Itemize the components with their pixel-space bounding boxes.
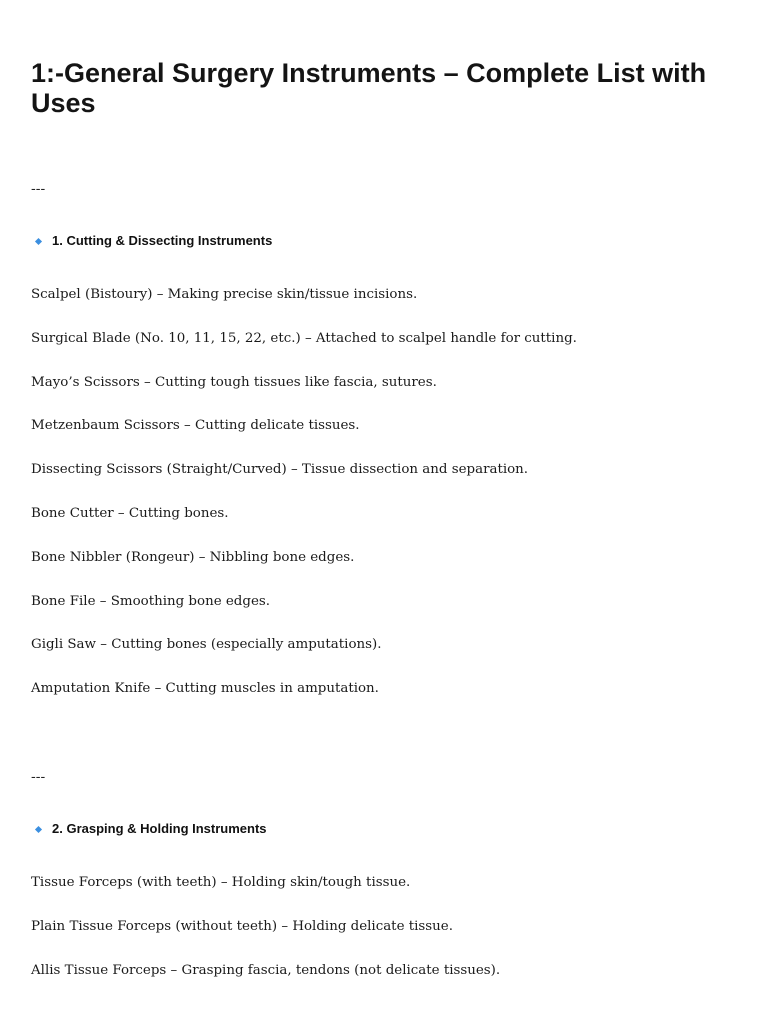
section-heading-label: 2. Grasping & Holding Instruments: [52, 821, 267, 836]
page-title: 1:-General Surgery Instruments – Complete List with Uses: [31, 58, 707, 118]
list-item: Amputation Knife – Cutting muscles in amputation.: [31, 681, 379, 696]
list-item: Metzenbaum Scissors – Cutting delicate tissues.: [31, 418, 360, 433]
section-heading-label: 1. Cutting & Dissecting Instruments: [52, 233, 273, 248]
list-item: Surgical Blade (No. 10, 11, 15, 22, etc.) – Attached to scalpel handle for cutting.: [31, 331, 577, 346]
list-item: Gigli Saw – Cutting bones (especially amputations).: [31, 637, 382, 652]
list-item: Scalpel (Bistoury) – Making precise skin/tissue incisions.: [31, 287, 418, 302]
list-item: Allis Tissue Forceps – Grasping fascia, tendons (not delicate tissues).: [31, 963, 501, 978]
diamond-bullet-icon: [35, 825, 42, 832]
list-item: Bone Nibbler (Rongeur) – Nibbling bone edges.: [31, 550, 355, 565]
list-item: Bone File – Smoothing bone edges.: [31, 594, 270, 609]
section-divider: ---: [31, 181, 46, 197]
list-item: Plain Tissue Forceps (without teeth) – Holding delicate tissue.: [31, 919, 453, 934]
section-heading-grasping: [34, 820, 267, 838]
section-heading-cutting: [34, 232, 272, 250]
list-item: Tissue Forceps (with teeth) – Holding skin/tough tissue.: [31, 875, 411, 890]
section-divider: ---: [31, 769, 46, 785]
list-item: Bone Cutter – Cutting bones.: [31, 506, 229, 521]
diamond-bullet-icon: [35, 237, 42, 244]
list-item: Dissecting Scissors (Straight/Curved) – Tissue dissection and separation.: [31, 462, 529, 477]
list-item: Mayo’s Scissors – Cutting tough tissues like fascia, sutures.: [31, 375, 437, 390]
